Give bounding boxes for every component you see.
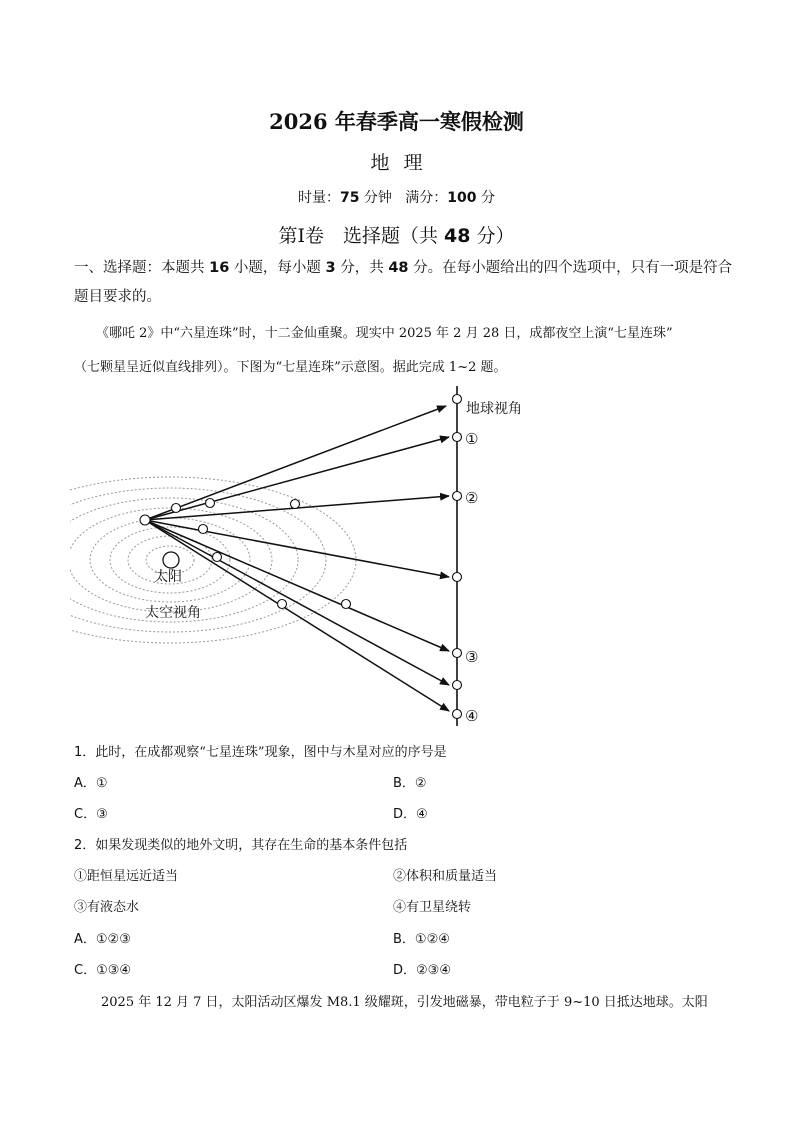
planet-6	[278, 600, 287, 609]
q2-statement-4: ④有卫星绕转	[393, 900, 472, 915]
q1-option-c-label: C．	[74, 807, 97, 822]
q2-option-b-text: ①②④	[414, 932, 450, 947]
q2-statement-1: ①距恒星远近适当	[74, 869, 179, 884]
q2-option-c[interactable]	[74, 959, 131, 978]
subject-title: 地理	[370, 152, 437, 174]
score-unit: 分	[476, 190, 495, 206]
question-1-stem: 此时，在成都观察“七星连珠”现象，图中与木星对应的序号是	[95, 745, 447, 760]
q1-option-c-text: ③	[96, 807, 108, 822]
axis-point-unlabeled-1	[453, 573, 462, 582]
label-earth-view: 地球视角	[466, 401, 522, 417]
instr-num-1: 16	[209, 260, 230, 276]
section-suffix: 分）	[470, 225, 515, 247]
q1-option-b-label: B．	[393, 776, 415, 791]
sun	[163, 552, 179, 568]
q1-option-d-label: D．	[393, 807, 417, 822]
q2-option-a-label: A．	[74, 932, 96, 947]
mark-1: ①	[465, 430, 479, 448]
mark-2: ②	[465, 489, 479, 507]
question-1	[74, 741, 447, 760]
passage1-line2: （七颗星呈近似直线排列）。下图为“七星连珠”示意图。据此完成 1~2 题。	[74, 360, 507, 375]
q1-option-a-text: ①	[95, 776, 108, 791]
question-2-stem: 如果发现类似的地外文明，其存在生命的基本条件包括	[95, 838, 408, 853]
planet-4	[199, 525, 208, 534]
planet-5	[213, 553, 222, 562]
axis-point-earth-view	[453, 395, 462, 404]
instr-num-2: 3	[325, 260, 336, 276]
q2-statement-3: ③有液态水	[74, 900, 140, 915]
q1-option-c[interactable]	[74, 803, 108, 822]
q1-option-d[interactable]	[393, 803, 428, 822]
score-label: 满分：	[405, 190, 448, 206]
planet-3	[291, 500, 300, 509]
planet-2	[206, 499, 215, 508]
score-value: 100	[447, 190, 477, 206]
q1-option-b-text: ②	[414, 776, 427, 791]
q1-option-b[interactable]	[393, 772, 427, 791]
passage1-line1: 《哪吒 2》中“六星连珠”时，十二金仙重聚。现实中 2025 年 2 月 28 日，成都夜空上演“七星连珠”	[96, 326, 673, 341]
sight-arrows	[145, 406, 449, 711]
instr-text-2: 小题，每小题	[229, 260, 326, 276]
q2-option-c-label: C．	[74, 963, 97, 978]
q2-statement-2: ②体积和质量适当	[393, 869, 498, 884]
instr-num-3: 48	[388, 260, 409, 276]
planet-1	[172, 504, 181, 513]
passage2-line1: 2025 年 12 月 7 日，太阳活动区爆发 M8.1 级耀斑，引发地磁暴，带电粒子于 9~10 日抵达地球。太阳	[101, 995, 708, 1010]
planet-7	[342, 600, 351, 609]
q2-option-a[interactable]	[74, 928, 131, 947]
section-title	[0, 221, 793, 248]
question-1-number: 1．	[74, 745, 96, 760]
mark-3: ③	[465, 648, 479, 666]
q2-option-d[interactable]	[393, 959, 451, 978]
instr-text-4: 分。在每小题给出的四个选项中，只有一项是符合题目要求的。	[74, 260, 733, 305]
time-unit: 分钟	[359, 190, 392, 206]
section-prefix: 第Ⅰ卷 选择题（共	[278, 225, 445, 247]
section-value: 48	[444, 225, 471, 247]
axis-point-3	[453, 649, 462, 658]
question-2	[74, 834, 407, 853]
label-space-view: 太空视角	[145, 605, 201, 621]
question-2-number: 2．	[74, 838, 96, 853]
axis-point-unlabeled-2	[453, 681, 462, 690]
q1-option-d-text: ④	[416, 807, 428, 822]
planets	[140, 499, 351, 609]
exam-meta	[0, 187, 793, 207]
q2-option-b[interactable]	[393, 928, 450, 947]
q2-option-d-label: D．	[393, 963, 417, 978]
q1-option-a-label: A．	[74, 776, 96, 791]
q2-option-c-text: ①③④	[96, 963, 132, 978]
q2-option-d-text: ②③④	[416, 963, 451, 978]
seven-planets-diagram	[70, 380, 550, 730]
instr-text-3: 分，共	[335, 260, 389, 276]
earth	[140, 515, 150, 525]
q2-option-a-text: ①②③	[95, 932, 131, 947]
q1-option-a[interactable]	[74, 772, 108, 791]
axis-point-1	[453, 433, 462, 442]
sight-arrow-6	[145, 520, 449, 685]
axis-point-2	[453, 492, 462, 501]
time-value: 75	[340, 190, 360, 206]
label-sun: 太阳	[154, 569, 182, 585]
mark-4: ④	[465, 707, 479, 725]
instructions	[74, 254, 738, 312]
exam-title: 2026 年春季高一寒假检测	[269, 109, 524, 134]
time-label: 时量：	[298, 190, 340, 206]
instr-text-1: 一、选择题：本题共	[74, 260, 210, 276]
q2-option-b-label: B．	[393, 932, 415, 947]
axis-point-4	[453, 710, 462, 719]
